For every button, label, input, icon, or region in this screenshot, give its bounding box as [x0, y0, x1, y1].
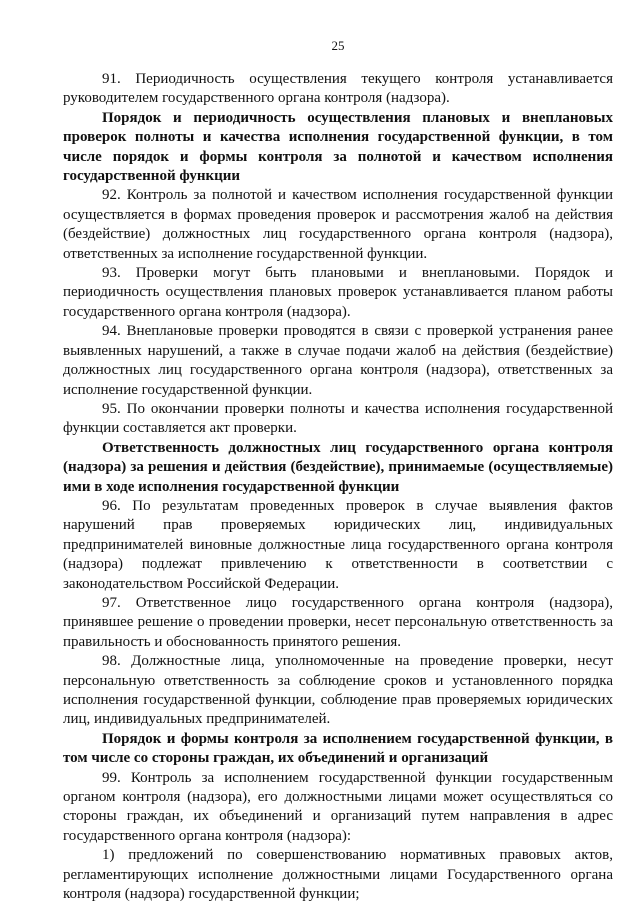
- heading-planned-inspections: Порядок и периодичность осуществления плановых и внеплановых проверок полноты и качества исполнения государственной функции, в том числе порядок и формы контроля за полнотой и качеством исполнения государственной функции: [63, 109, 613, 185]
- paragraph-92: 92. Контроль за полнотой и качеством исполнения государственной функции осуществляется в формах проведения проверок и рассмотрения жалоб на действия (бездействие) должностных лиц государственного органа контроля (надзора), ответственных за исполнение государственной функции.: [63, 187, 613, 262]
- heading-citizen-control: Порядок и формы контроля за исполнением государственной функции, в том числе со стороны граждан, их объединений и организаций: [63, 730, 613, 767]
- heading-responsibility: Ответственность должностных лиц государственного органа контроля (надзора) за решения и действия (бездействие), принимаемые (осуществляемые) ими в ходе исполнения государственной функции: [63, 439, 613, 495]
- paragraph-91: 91. Периодичность осуществления текущего контроля устанавливается руководителем государственного органа контроля (надзора).: [63, 71, 613, 107]
- paragraph-99-item-1: 1) предложений по совершенствованию нормативных правовых актов, регламентирующих исполнение должностными лицами Государственного органа контроля (надзора) государственной функции;: [63, 847, 613, 903]
- page-number: 25: [331, 38, 345, 53]
- document-body: [63, 70, 613, 904]
- paragraph-99: 99. Контроль за исполнением государственной функции государственным органом контроля (надзора), его должностными лицами может осуществляться со стороны граждан, их объединений и организаций путем направления в адрес государственного органа контроля (надзора):: [63, 769, 613, 844]
- paragraph-95: 95. По окончании проверки полноты и качества исполнения государственной функции составляется акт проверки.: [63, 400, 613, 437]
- paragraph-94: 94. Внеплановые проверки проводятся в связи с проверкой устранения ранее выявленных нарушений, а также в случае подачи жалоб на действия (бездействие) должностных лиц государственного органа контроля (надзора), ответственных за исполнение государственной функции.: [63, 323, 613, 398]
- paragraph-97: 97. Ответственное лицо государственного органа контроля (надзора), принявшее решение о проведении проверки, несет персональную ответственность за правильность и обоснованность принятого решения.: [63, 594, 613, 650]
- paragraph-98: 98. Должностные лица, уполномоченные на проведение проверки, несут персональную ответственность за соблюдение сроков и установленного порядка исполнения государственной функции, соблюдение прав проверяемых юридических лиц, индивидуальных предпринимателей.: [63, 653, 613, 728]
- paragraph-96: 96. По результатам проведенных проверок в случае выявления фактов нарушений прав проверяемых юридических лиц, индивидуальных предпринимателей виновные должностные лица государственного органа контроля (надзора) подлежат привлечению к ответственности в соответствии с законодательством Российской Федерации.: [63, 497, 613, 592]
- paragraph-93: 93. Проверки могут быть плановыми и внеплановыми. Порядок и периодичность осуществления плановых проверок устанавливается планом работы государственного органа контроля (надзора).: [63, 265, 613, 320]
